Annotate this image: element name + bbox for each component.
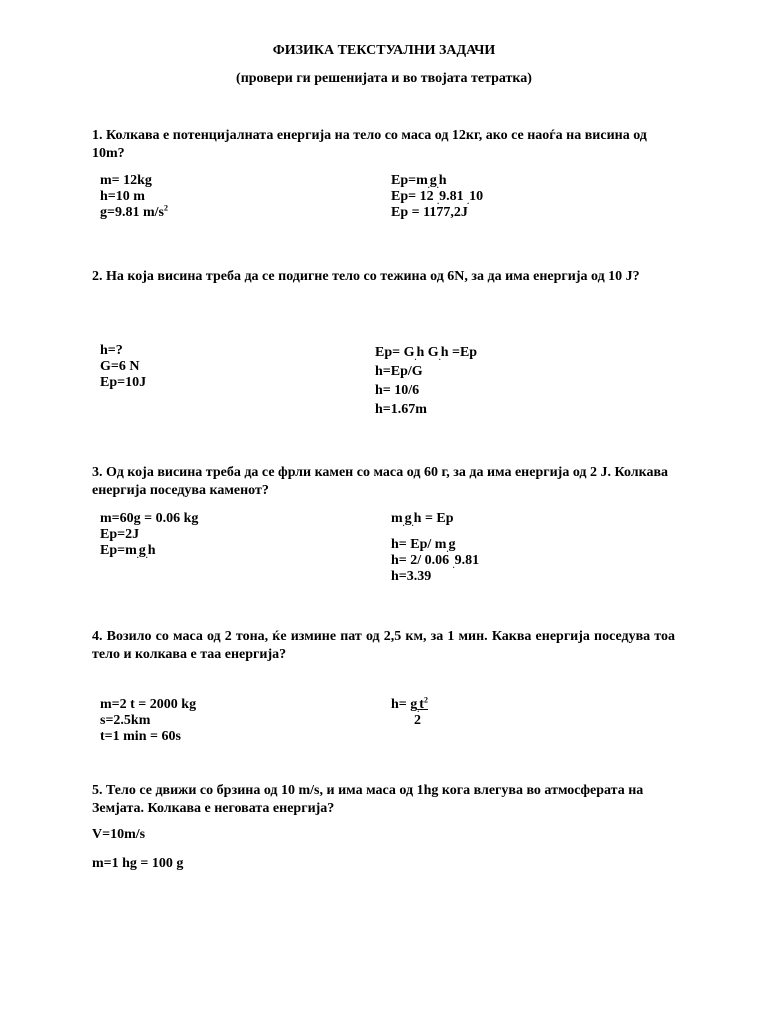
solution-text: h =Ep: [440, 345, 478, 360]
solution-text: t: [419, 697, 424, 712]
given-line: [100, 543, 198, 559]
solution-line: [391, 189, 483, 205]
solution-text: 9.81: [439, 189, 468, 204]
solution-line: [375, 343, 477, 362]
given-line: h=?: [100, 343, 123, 358]
solution-text: g: [448, 537, 456, 552]
problem-2-solution: [375, 343, 477, 419]
solution-line: h=3.39: [391, 569, 432, 584]
solution-text: h G: [416, 345, 439, 360]
problem-2-given: [100, 343, 146, 391]
multiplication-dot: .: [438, 352, 441, 362]
given-line: t=1 min = 60s: [100, 729, 181, 744]
problem-1-solution: [391, 173, 483, 221]
solution-text: g: [404, 511, 412, 526]
solution-text: h=: [391, 697, 411, 712]
solution-line: [391, 537, 479, 553]
solution-text: g: [429, 173, 437, 188]
given-text: g: [138, 543, 146, 558]
given-text: h: [147, 543, 156, 558]
solution-line: [391, 511, 479, 527]
multiplication-dot: .: [452, 560, 455, 570]
solution-line: [391, 173, 483, 189]
multiplication-dot: .: [411, 518, 414, 528]
solution-text: g: [410, 697, 418, 712]
given-line: Ep=10J: [100, 375, 147, 390]
multiplication-dot: .: [427, 180, 430, 190]
problem-4-solution: [391, 697, 428, 729]
multiplication-dot: .: [437, 196, 440, 206]
multiplication-dot: .: [145, 550, 148, 560]
problem-5-given-line: V=10m/s: [92, 827, 146, 842]
given-text: Ep=m: [100, 543, 137, 558]
problem-4-question: 4. Возило со маса од 2 тона, ќе измине пат од 2,5 км, за 1 мин. Каква енергија поседува тоа тело и колкава е таа енергија?: [92, 629, 675, 662]
multiplication-dot: .: [446, 544, 449, 554]
given-line: m=60g = 0.06 kg: [100, 511, 199, 526]
spacer: [391, 527, 479, 537]
solution-text: 10: [469, 189, 484, 204]
solution-line: h=1.67m: [375, 402, 427, 417]
multiplication-dot: .: [436, 180, 439, 190]
superscript: 2: [163, 203, 168, 213]
solution-line: Ep = 1177,2J: [391, 205, 468, 220]
solution-text: 9.81: [454, 553, 480, 568]
superscript: 2: [423, 695, 428, 705]
given-line: G=6 N: [100, 359, 140, 374]
given-line: [100, 205, 168, 221]
page-title: ФИЗИКА ТЕКСТУАЛНИ ЗАДАЧИ: [272, 43, 496, 58]
problem-1-given: [100, 173, 168, 221]
solution-text: Ep= 12: [391, 189, 438, 204]
problem-3-solution: [391, 511, 479, 585]
problem-3-given: [100, 511, 198, 559]
multiplication-dot: .: [467, 196, 470, 206]
multiplication-dot: .: [136, 550, 139, 560]
given-line: Ep=2J: [100, 527, 140, 542]
fraction-numerator: [410, 697, 428, 712]
given-line: m= 12kg: [100, 173, 152, 188]
solution-line: h=Ep/G: [375, 364, 423, 379]
solution-text: m: [391, 511, 403, 526]
solution-line: [391, 553, 479, 569]
solution-text: h: [438, 173, 447, 188]
given-line: s=2.5km: [100, 713, 151, 728]
fraction-line: [391, 697, 428, 713]
given-line: m=2 t = 2000 kg: [100, 697, 197, 712]
multiplication-dot: .: [402, 518, 405, 528]
problem-2-question: 2. На која висина треба да се подигне тело со тежина од 6N, за да има енергија од 10 J?: [92, 269, 640, 284]
solution-line: h= 10/6: [375, 383, 420, 398]
multiplication-dot: .: [417, 704, 420, 714]
solution-text: Ep= G: [375, 345, 415, 360]
solution-text: h = Ep: [413, 511, 454, 526]
solution-text: h= 2/ 0.06: [391, 553, 453, 568]
solution-text: h= Ep/ m: [391, 537, 447, 552]
problem-5-given-line: m=1 hg = 100 g: [92, 856, 184, 871]
problem-1-question: 1. Колкава е потенцијалната енергија на тело со маса од 12кг, ако се наоѓа на висина од 10m?: [92, 128, 647, 161]
problem-4-given: [100, 697, 196, 745]
multiplication-dot: .: [414, 352, 417, 362]
problem-5-question: 5. Тело се движи со брзина од 10 m/s, и има маса од 1hg кога влегува во атмосферата на Земјата. Колкава е неговата енергија?: [92, 783, 644, 816]
fraction-denominator: 2: [414, 713, 421, 728]
problem-3-question: 3. Од која висина треба да се фрли камен со маса од 60 г, за да има енергија од 2 J. Колкава енергија поседува каменот?: [92, 465, 669, 498]
solution-text: Ep=m: [391, 173, 428, 188]
given-line: h=10 m: [100, 189, 145, 204]
page-subtitle: (провери ги решенијата и во твојата тетратка): [236, 71, 532, 86]
given-text: g=9.81 m/s: [100, 205, 164, 220]
